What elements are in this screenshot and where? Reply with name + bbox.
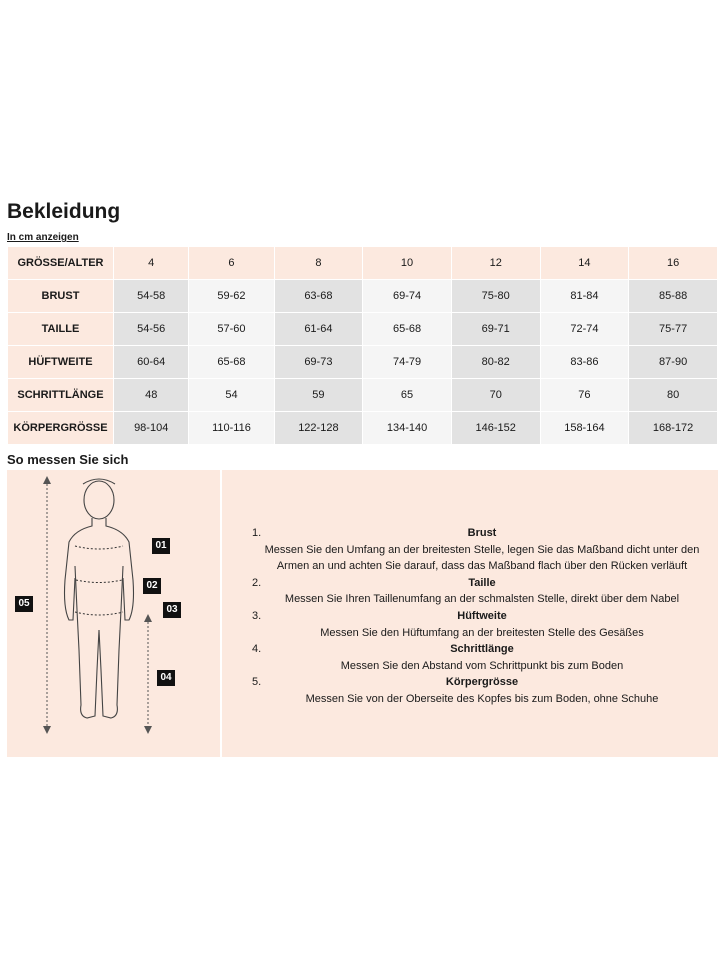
page-title: Bekleidung: [7, 200, 121, 223]
table-cell: 158-164: [541, 412, 629, 444]
table-cell: 134-140: [363, 412, 451, 444]
row-label: HÜFTWEITE: [8, 346, 113, 378]
step-text: Messen Sie Ihren Taillenumfang an der schmalsten Stelle, direkt über dem Nabel: [284, 593, 680, 606]
table-row: [8, 412, 717, 444]
table-cell: 83-86: [541, 346, 629, 378]
row-label: BRUST: [8, 280, 113, 312]
table-cell: 110-116: [189, 412, 273, 444]
measure-step: [252, 674, 712, 707]
table-cell: 69-74: [363, 280, 451, 312]
measure-step: [252, 575, 712, 608]
measure-panel: [7, 470, 718, 757]
measure-steps-list: [252, 525, 712, 708]
table-row: [8, 346, 717, 378]
table-cell: 65-68: [363, 313, 451, 345]
table-row: [8, 280, 717, 312]
table-cell: 87-90: [629, 346, 717, 378]
table-cell: 75-77: [629, 313, 717, 345]
table-cell: 98-104: [114, 412, 188, 444]
step-text: Messen Sie den Umfang an der breitesten Stelle, legen Sie das Maßband dicht unter den Armen an und achten Sie darauf, dass das Maßband flach über den Rücken verläuft: [264, 543, 700, 573]
measure-lines: [75, 546, 123, 615]
size-header-cell: 6: [189, 247, 273, 279]
table-cell: 54: [189, 379, 273, 411]
inseam-arrow: [144, 614, 152, 734]
table-cell: 70: [452, 379, 540, 411]
table-cell: 63-68: [275, 280, 363, 312]
size-header-cell: 16: [629, 247, 717, 279]
table-cell: 80-82: [452, 346, 540, 378]
table-cell: 80: [629, 379, 717, 411]
table-cell: 122-128: [275, 412, 363, 444]
row-label: SCHRITTLÄNGE: [8, 379, 113, 411]
table-cell: 54-56: [114, 313, 188, 345]
table-cell: 57-60: [189, 313, 273, 345]
child-body-diagram: [7, 470, 220, 757]
table-cell: 75-80: [452, 280, 540, 312]
measure-step: [252, 525, 712, 575]
table-cell: 85-88: [629, 280, 717, 312]
step-number: 2.: [252, 576, 262, 589]
height-arrow: [43, 476, 51, 734]
measure-step: [252, 641, 712, 674]
measure-section-title: So messen Sie sich: [7, 452, 129, 467]
size-header-cell: 14: [541, 247, 629, 279]
step-number: 3.: [252, 609, 262, 622]
table-cell: 65-68: [189, 346, 273, 378]
table-cell: 146-152: [452, 412, 540, 444]
size-header-cell: 12: [452, 247, 540, 279]
table-cell: 65: [363, 379, 451, 411]
table-cell: 76: [541, 379, 629, 411]
step-heading: Taille: [468, 576, 496, 589]
table-row: [8, 313, 717, 345]
child-outline: [65, 479, 134, 718]
table-cell: 74-79: [363, 346, 451, 378]
step-text: Messen Sie den Abstand vom Schrittpunkt bis zum Boden: [340, 659, 624, 672]
table-cell: 54-58: [114, 280, 188, 312]
table-cell: 69-71: [452, 313, 540, 345]
size-header-cell: 10: [363, 247, 451, 279]
size-header-row: [8, 247, 717, 279]
table-cell: 168-172: [629, 412, 717, 444]
table-cell: 59-62: [189, 280, 273, 312]
table-cell: 72-74: [541, 313, 629, 345]
table-cell: 81-84: [541, 280, 629, 312]
size-table: [7, 246, 718, 445]
size-header-label: GRÖSSE/ALTER: [8, 247, 113, 279]
table-cell: 69-73: [275, 346, 363, 378]
table-cell: 60-64: [114, 346, 188, 378]
step-number: 4.: [252, 643, 262, 656]
row-label: KÖRPERGRÖSSE: [8, 412, 113, 444]
size-header-cell: 4: [114, 247, 188, 279]
step-number: 1.: [252, 527, 262, 539]
unit-toggle-link[interactable]: In cm anzeigen: [7, 232, 79, 243]
badge-waist: 02: [143, 578, 161, 594]
badge-hip: 03: [163, 602, 181, 618]
step-heading: Brust: [467, 527, 497, 539]
step-number: 5.: [252, 676, 262, 689]
row-label: TAILLE: [8, 313, 113, 345]
step-heading: Schrittlänge: [450, 643, 514, 656]
badge-height: 05: [15, 596, 33, 612]
body-figure-panel: [7, 470, 220, 757]
table-cell: 48: [114, 379, 188, 411]
step-heading: Hüftweite: [457, 609, 507, 622]
measure-step: [252, 608, 712, 641]
measure-instructions-panel: [222, 470, 718, 757]
step-heading: Körpergrösse: [445, 676, 519, 689]
table-row: [8, 379, 717, 411]
badge-chest: 01: [152, 538, 170, 554]
table-cell: 61-64: [275, 313, 363, 345]
badge-inseam: 04: [157, 670, 175, 686]
step-text: Messen Sie von der Oberseite des Kopfes bis zum Boden, ohne Schuhe: [305, 692, 659, 705]
table-cell: 59: [275, 379, 363, 411]
step-text: Messen Sie den Hüftumfang an der breitesten Stelle des Gesäßes: [320, 626, 644, 639]
size-header-cell: 8: [275, 247, 363, 279]
